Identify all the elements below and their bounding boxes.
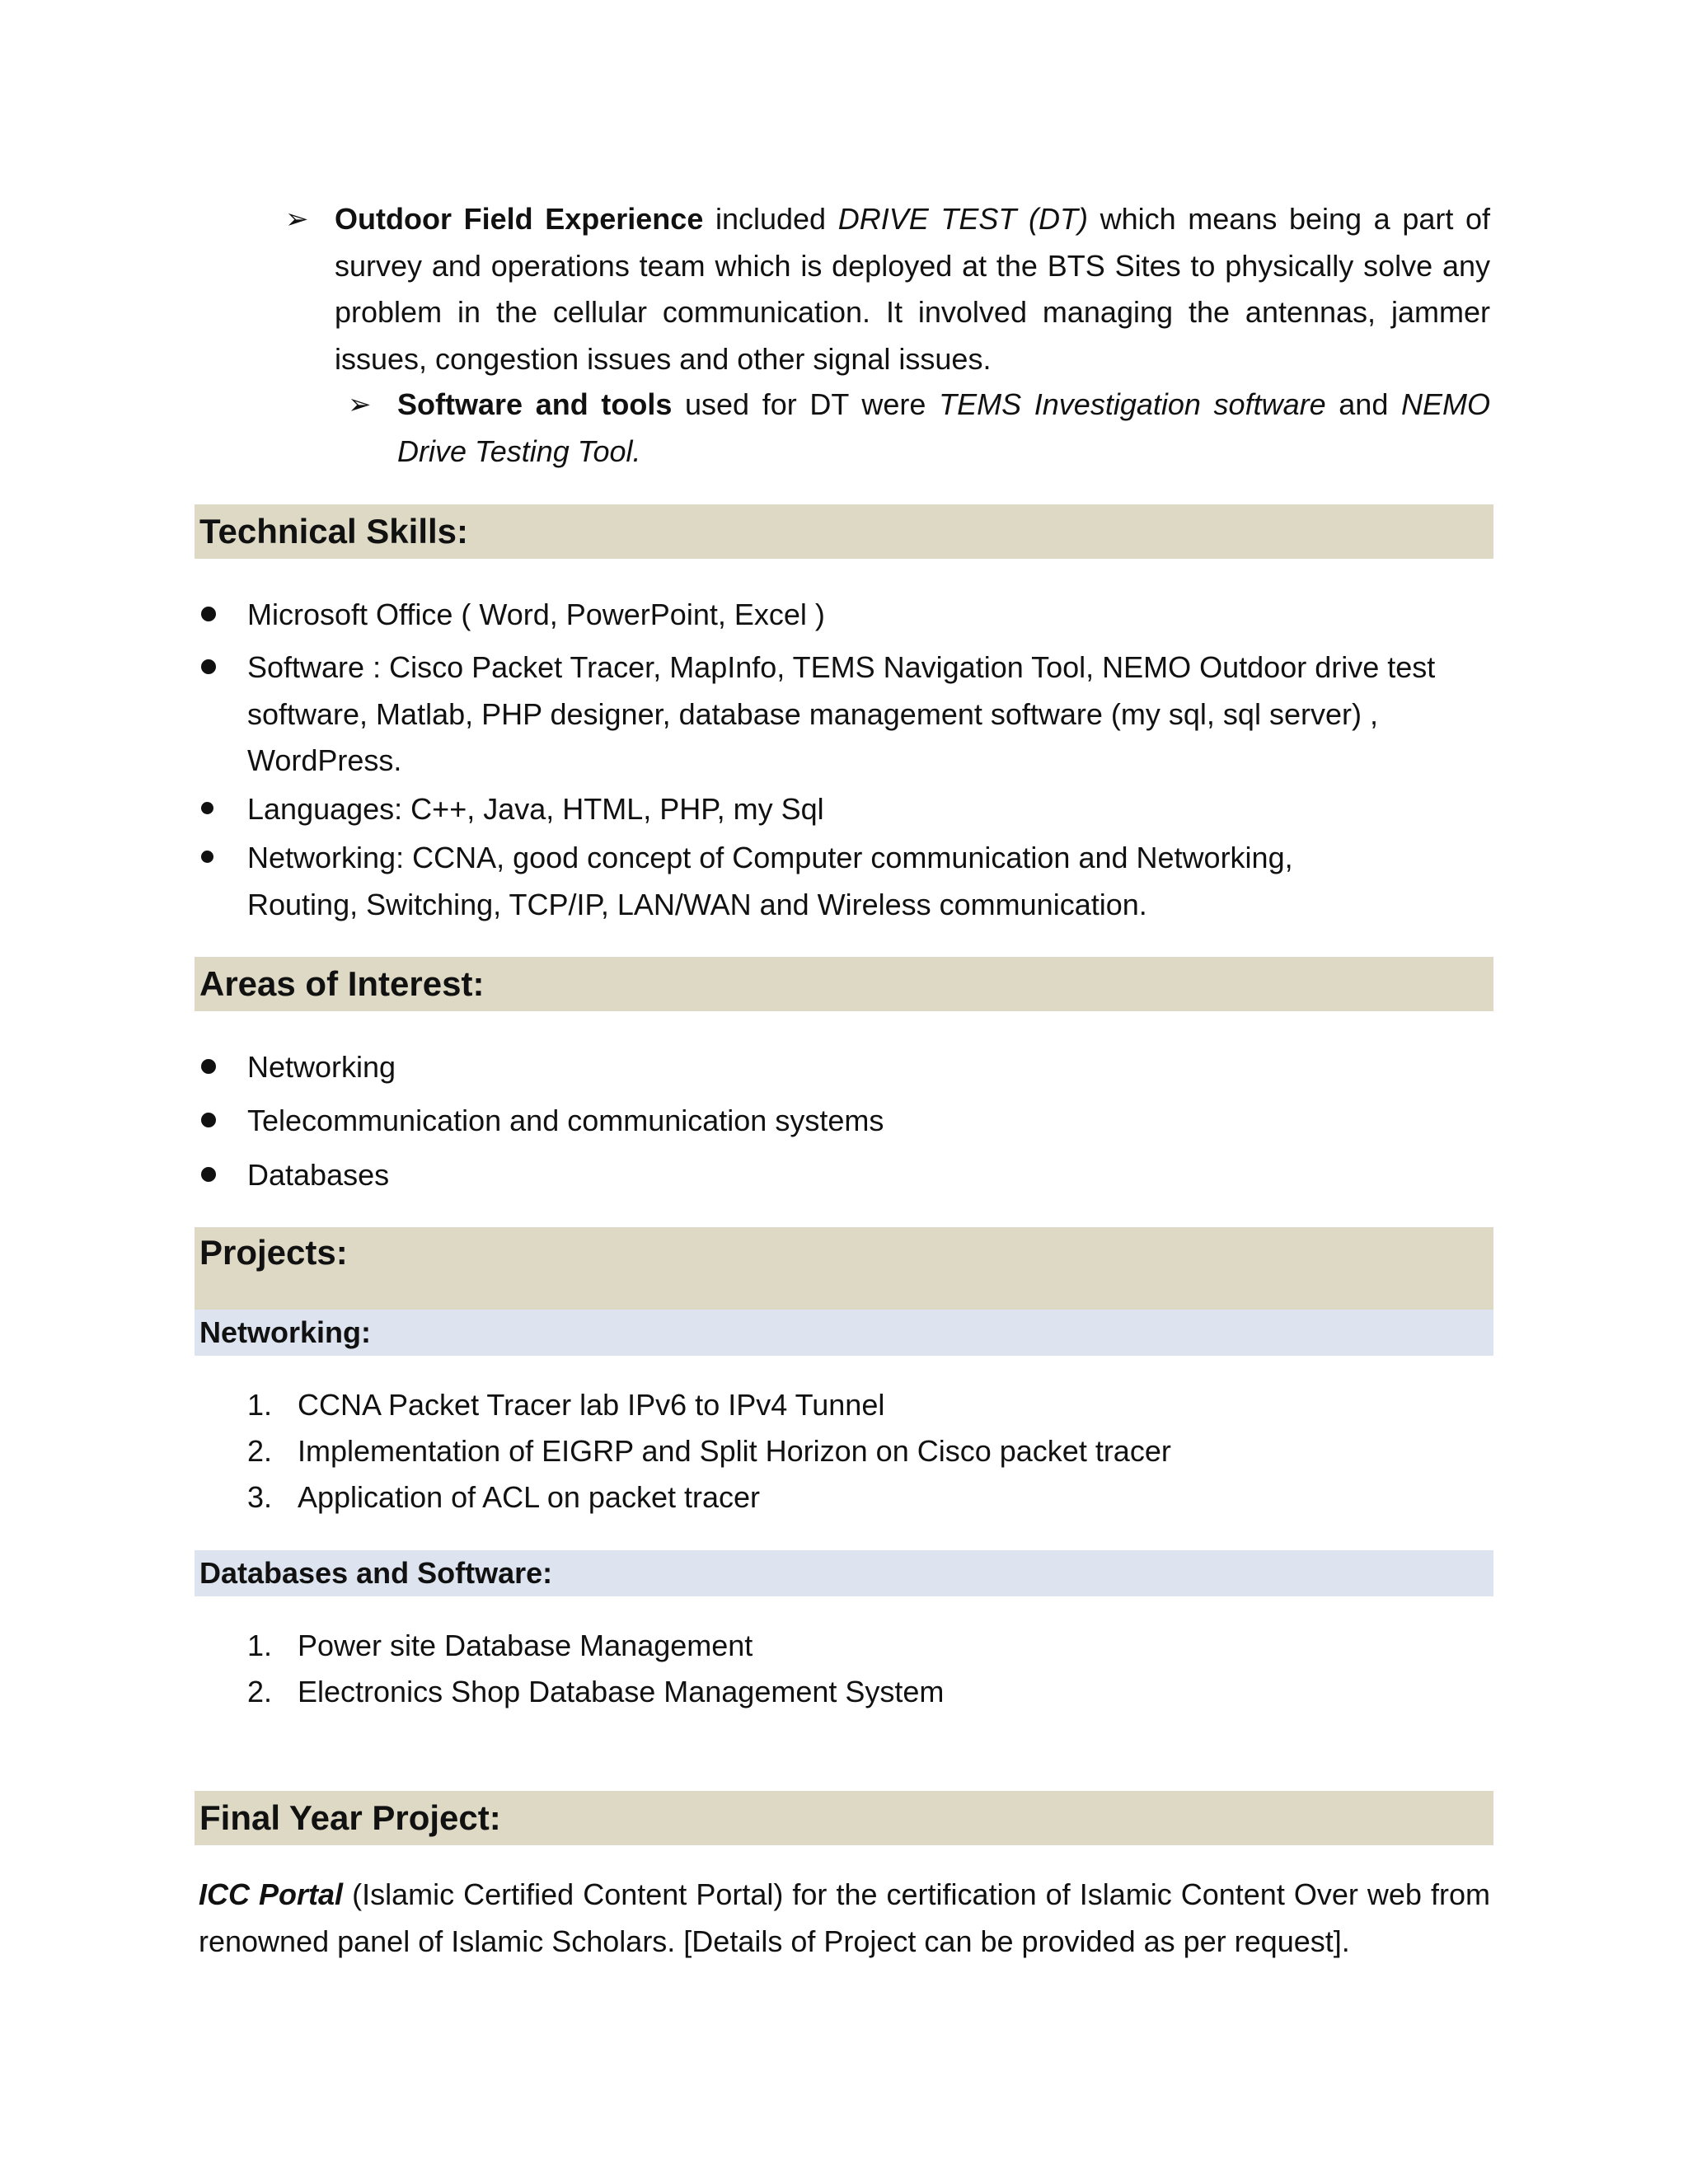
skill-item: Languages: C++, Java, HTML, PHP, my Sql: [247, 792, 824, 826]
final-year-project-text: (Islamic Certified Content Portal) for the certification of Islamic Content Over web from renowned panel of Islamic Scholars. [Details of Project can be provided as per request].: [199, 1877, 1490, 1958]
networking-subheading: Networking:: [195, 1310, 1493, 1356]
tems-software-term: TEMS Investigation software: [939, 387, 1326, 421]
final-year-project-heading: Final Year Project:: [195, 1791, 1493, 1845]
bullet-icon: [201, 659, 216, 674]
database-project-item: Power site Database Management: [298, 1629, 753, 1662]
software-tools-label: Software and tools: [397, 387, 673, 421]
icc-portal-title: ICC Portal: [199, 1877, 344, 1911]
bullet-icon: [201, 802, 213, 814]
arrow-bullet-icon: ➢: [348, 389, 372, 420]
list-number: 1.: [247, 1388, 273, 1422]
interest-item: Databases: [247, 1158, 390, 1192]
interest-item: Networking: [247, 1050, 396, 1084]
networking-project-item: Application of ACL on packet tracer: [298, 1480, 760, 1514]
nemo-tool-term: NEMO Drive Testing Tool.: [397, 387, 1491, 468]
technical-skills-heading: Technical Skills:: [195, 504, 1493, 559]
software-tools-paragraph: [397, 382, 1490, 475]
bullet-icon: [201, 1113, 216, 1127]
areas-of-interest-heading: Areas of Interest:: [195, 957, 1493, 1011]
list-number: 2.: [247, 1434, 273, 1468]
outdoor-experience-paragraph: [335, 196, 1490, 382]
database-project-item: Electronics Shop Database Management System: [298, 1675, 945, 1708]
list-number: 1.: [247, 1629, 273, 1662]
skill-item: Software : Cisco Packet Tracer, MapInfo, TEMS Navigation Tool, NEMO Outdoor drive test software, Matlab, PHP designer, database management software (my sql, sql server) , WordPress.: [247, 650, 1436, 777]
software-text-1: used for DT were: [672, 387, 940, 421]
bullet-icon: [201, 851, 213, 863]
bullet-icon: [201, 1059, 216, 1074]
bullet-icon: [201, 607, 216, 621]
arrow-bullet-icon: ➢: [285, 204, 309, 235]
outdoor-text-1: included: [703, 202, 838, 236]
software-text-2: and: [1325, 387, 1402, 421]
list-number: 2.: [247, 1675, 273, 1708]
list-number: 3.: [247, 1480, 273, 1514]
outdoor-experience-label: Outdoor Field Experience: [335, 202, 704, 236]
databases-software-subheading: Databases and Software:: [195, 1550, 1493, 1596]
skill-item: Networking: CCNA, good concept of Computer communication and Networking, Routing, Switching, TCP/IP, LAN/WAN and Wireless communication.: [247, 841, 1293, 921]
skill-item: Microsoft Office ( Word, PowerPoint, Excel ): [247, 598, 825, 631]
interest-item: Telecommunication and communication systems: [247, 1104, 884, 1137]
networking-project-item: Implementation of EIGRP and Split Horizon on Cisco packet tracer: [298, 1434, 1171, 1468]
final-year-project-paragraph: [199, 1872, 1490, 1965]
projects-heading: Projects:: [195, 1227, 1493, 1310]
networking-project-item: CCNA Packet Tracer lab IPv6 to IPv4 Tunnel: [298, 1388, 885, 1422]
outdoor-text-2: which means being a part of survey and operations team which is deployed at the BTS Sites to physically solve any problem in the cellular communication. It involved managing the antennas, jammer issues, congestion issues and other signal issues.: [335, 202, 1491, 376]
drive-test-term: DRIVE TEST (DT): [837, 202, 1088, 236]
bullet-icon: [201, 1167, 216, 1182]
